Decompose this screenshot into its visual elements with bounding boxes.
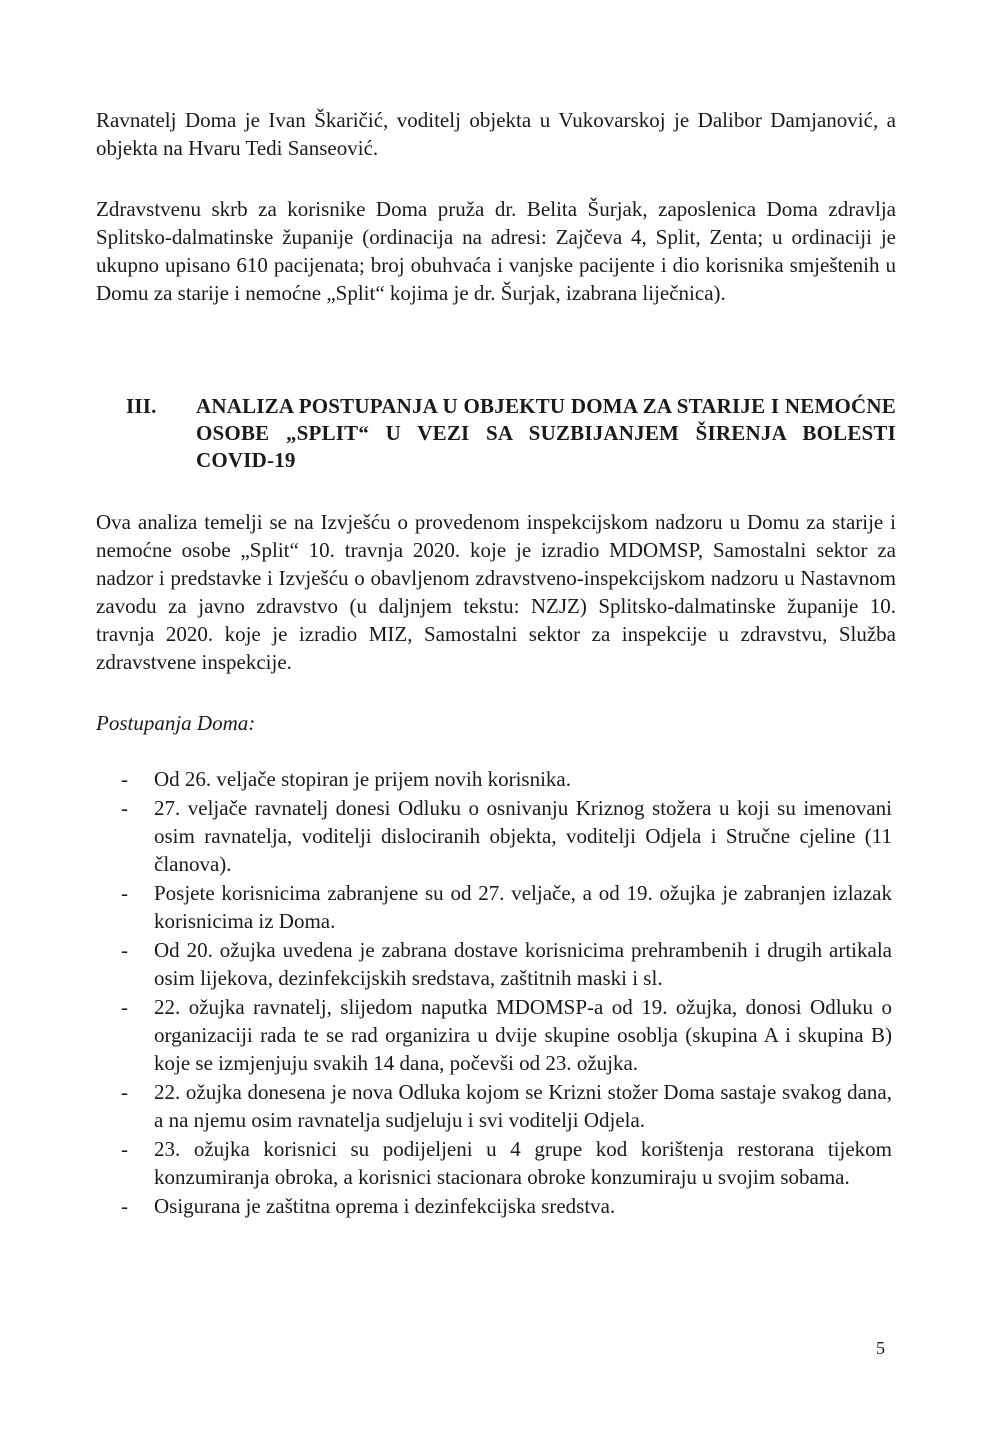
list-dash: -: [121, 995, 128, 1019]
list-item: [0, 1192, 1000, 1220]
list-item-text: Osigurana je zaštitna oprema i dezinfekcijska sredstva.: [154, 1194, 616, 1218]
list-item-text: 22. ožujka donesena je nova Odluka kojom se Krizni stožer Doma sastaje svakog dana, a na njemu osim ravnatelja sudjeluju i svi voditelji Odjela.: [154, 1080, 892, 1132]
list-item-text: 22. ožujka ravnatelj, slijedom naputka MDOMSP-a od 19. ožujka, donosi Odluku o organizaciji rada te se rad organizira u dvije skupine osoblja (skupina A i skupina B) koje se izmjenjuju svakih 14 dana, počevši od 23. ožujka.: [154, 995, 892, 1075]
page-number: 5: [876, 1338, 885, 1358]
actions-list: [0, 765, 1000, 1221]
list-dash: -: [121, 767, 128, 791]
list-item-text: 27. veljače ravnatelj donesi Odluku o osnivanju Kriznog stožera u koji su imenovani osim ravnatelja, voditelji dislociranih objekta, voditelji Odjela i Stručne cjeline (11 članova).: [154, 796, 892, 876]
list-item: [0, 794, 1000, 878]
section-number: III.: [126, 394, 157, 418]
list-dash: -: [121, 1137, 128, 1161]
list-item-text: Posjete korisnicima zabranjene su od 27. veljače, a od 19. ožujka je zabranjen izlazak korisnicima iz Doma.: [154, 881, 892, 933]
list-item: [0, 879, 1000, 935]
list-dash: -: [121, 1080, 128, 1104]
list-item: [0, 1135, 1000, 1191]
list-item: [0, 993, 1000, 1077]
list-item-text: Od 26. veljače stopiran je prijem novih korisnika.: [154, 767, 571, 791]
list-dash: -: [121, 1194, 128, 1218]
list-item: [0, 1078, 1000, 1134]
paragraph-healthcare: Zdravstvenu skrb za korisnike Doma pruža dr. Belita Šurjak, zaposlenica Doma zdravlja Splitsko-dalmatinske županije (ordinacija na adresi: Zajčeva 4, Split, Zenta; u ordinaciji je ukupno upisano 610 pacijenata; broj obuhvaća i vanjske pacijente i dio korisnika smještenih u Domu za starije i nemoćne „Split“ kojima je dr. Šurjak, izabrana liječnica).: [96, 197, 896, 305]
section-title: ANALIZA POSTUPANJA U OBJEKTU DOMA ZA STARIJE I NEMOĆNE OSOBE „SPLIT“ U VEZI SA SUZBIJANJEM ŠIRENJA BOLESTI COVID-19: [196, 394, 896, 472]
list-item: [0, 936, 1000, 992]
paragraph-management: Ravnatelj Doma je Ivan Škaričić, voditelj objekta u Vukovarskoj je Dalibor Damjanović, a objekta na Hvaru Tedi Sanseović.: [96, 108, 896, 160]
list-dash: -: [121, 938, 128, 962]
list-dash: -: [121, 881, 128, 905]
list-dash: -: [121, 796, 128, 820]
subsection-title: Postupanja Doma:: [96, 711, 256, 735]
list-item-text: 23. ožujka korisnici su podijeljeni u 4 grupe kod korištenja restorana tijekom konzumiranja obroka, a korisnici stacionara obroke konzumiraju u svojim sobama.: [154, 1137, 892, 1189]
list-item: [0, 765, 1000, 793]
list-item-text: Od 20. ožujka uvedena je zabrana dostave korisnicima prehrambenih i drugih artikala osim lijekova, dezinfekcijskih sredstava, zaštitnih maski i sl.: [154, 938, 892, 990]
paragraph-analysis-basis: Ova analiza temelji se na Izvješću o provedenom inspekcijskom nadzoru u Domu za starije i nemoćne osobe „Split“ 10. travnja 2020. koje je izradio MDOMSP, Samostalni sektor za nadzor i predstavke i Izvješću o obavljenom zdravstveno-inspekcijskom nadzoru u Nastavnom zavodu za javno zdravstvo (u daljnjem tekstu: NZJZ) Splitsko-dalmatinske županije 10. travnja 2020. koje je izradio MIZ, Samostalni sektor za inspekcije u zdravstvu, Služba zdravstvene inspekcije.: [96, 510, 896, 674]
